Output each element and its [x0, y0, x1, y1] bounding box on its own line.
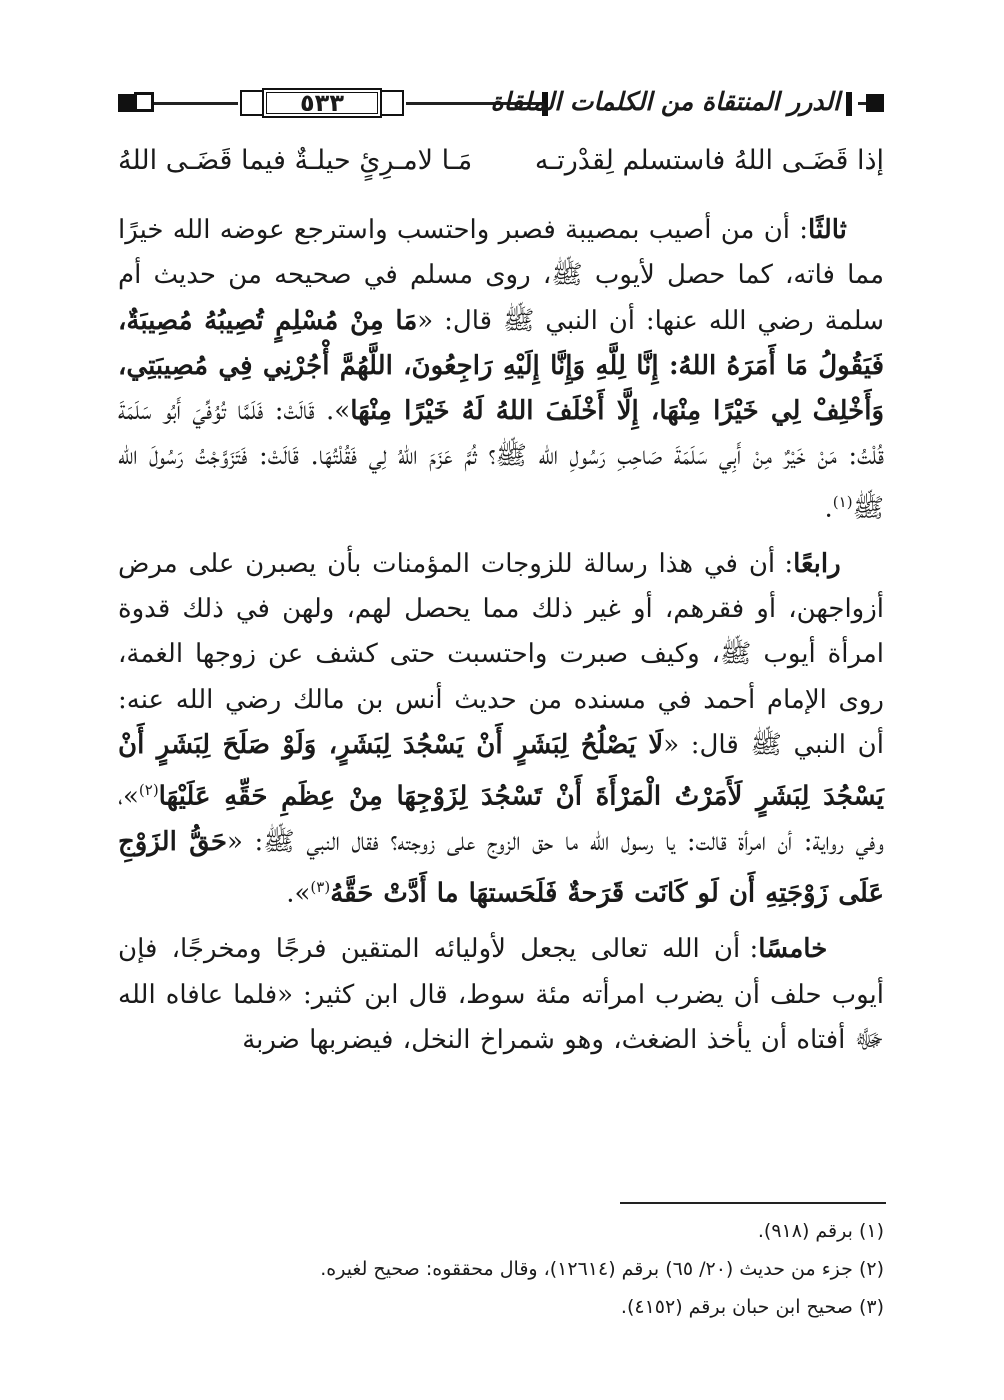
paragraph-lead: رابعًا — [793, 548, 841, 579]
book-title: الدرر المنتقاة من الكلمات الملقاة — [490, 87, 840, 116]
footnote-separator — [620, 1202, 886, 1204]
verse-second-hemistich: مَـا لامـرِئٍ حيلـةٌ فيما قَضَـى اللهُ — [118, 145, 473, 176]
paragraph-text: : أن في هذا رسالة للزوجات المؤمنات بأن يصبرن على مرض أزواجهن، أو فقرهم، أو غير ذلك مما يحصل لهم، ولهن في ذلك قدوة امرأة أيوب ﷺ، وكيف صبرت واحتسبت حتى كشف عن زوجها الغمة، روى الإمام أحمد في مسنده من حديث أنس بن مالك رضي الله عنه: أن النبي ﷺ قال: « — [118, 548, 885, 760]
verse-first-hemistich: إذا قَضَـى اللهُ فاستسلم لِقدْرتـه — [534, 145, 884, 176]
poetry-verse — [118, 134, 884, 188]
paragraph-fifth — [118, 927, 884, 1063]
paragraph-third — [118, 208, 884, 532]
footnote-ref[interactable]: (٣) — [310, 878, 331, 897]
paragraph-end: ». — [286, 879, 311, 910]
header-ornament-square-icon — [866, 94, 884, 112]
paragraph-text: ». قَالَتْ: فَلَمَّا تُوُفِّيَ أَبُو سَلَمَةَ قُلْتُ: مَنْ خَيْرٌ مِنْ أَبِي سَلَمَةَ صَاحِبِ رَسُولِ الله ﷺ؟ ثُمَّ عَزَمَ اللهُ لِي فَقُلْتُهَا. قَالَتْ: فَتَزَوَّجْتُ رَسُولَ الله ﷺ — [118, 396, 884, 524]
page-number-frame — [238, 84, 406, 122]
running-header — [118, 82, 884, 126]
paragraph-fourth — [118, 542, 884, 918]
hadith-quote: لَا يَصْلُحُ لِبَشَرٍ أَنْ يَسْجُدَ لِبَشَرٍ، وَلَوْ صَلَحَ لِبَشَرٍ أَنْ يَسْجُدَ لِبَشَرٍ لَأَمَرْتُ الْمَرْأَةَ أَنْ تَسْجُدَ لِزَوْجِهَا مِنْ عِظَمِ حَقِّهِ عَلَيْهَا — [118, 729, 884, 812]
header-bar — [846, 92, 852, 116]
paragraph-text: : أن الله تعالى يجعل لأوليائه المتقين فرجًا ومخرجًا، فإن أيوب حلف أن يضرب امرأته مئة سوط، قال ابن كثير: «فلما عافاه الله ﷻ أفتاه أن يأخذ الضغث، وهو شمراخ النخل، فيضربها ضربة — [118, 934, 884, 1056]
footnote-1: (١) برقم (٩١٨). — [757, 1220, 884, 1242]
footnote-ref[interactable]: (١) — [832, 492, 853, 511]
hadith-quote: مَا مِنْ مُسْلِمٍ تُصِيبُهُ مُصِيبَةٌ، فَيَقُولُ مَا أَمَرَهُ اللهُ: إِنَّا لِلَّهِ وَإِنَّا إِلَيْهِ رَاجِعُونَ، اللَّهُمَّ أْجُرْنِي فِي مُصِيبَتِي، وَأَخْلِفْ لِي خَيْرًا مِنْهَا، إِلَّا أَخْلَفَ اللهُ لَهُ خَيْرًا مِنْهَا — [118, 305, 885, 427]
paragraph-text: : أن من أصيب بمصيبة فصبر واحتسب واسترجع عوضه الله خيرًا مما فاته، كما حصل لأيوب ﷺ، روى مسلم في صحيحه من حديث أم سلمة رضي الله عنها: أن النبي ﷺ قال: « — [118, 215, 884, 336]
header-ornament-outline-icon — [134, 92, 154, 112]
paragraph-lead: خامسًا — [758, 934, 828, 965]
header-rule — [154, 102, 238, 105]
paragraph-text: »، وفي رواية: أن امرأة قالت: يا رسول الله ما حق الزوج على زوجته؟ فقال النبي ﷺ: « — [118, 781, 885, 858]
paragraph-end: . — [824, 493, 833, 524]
footnotes — [118, 1212, 884, 1326]
paragraph-lead: ثالثًا — [808, 215, 847, 245]
footnote-ref[interactable]: (٢) — [138, 781, 159, 800]
footnote-2: (٢) جزء من حديث (٢٠/ ٦٥) برقم (١٢٦١٤)، وقال محققوه: صحيح لغيره. — [320, 1258, 884, 1280]
body-text — [118, 208, 884, 1073]
hadith-quote: حَقُّ الزَوْجِ عَلَى زَوْجَتِهِ أَن لَو كَانَت قَرَحةٌ فَلَحَستهَا ما أَدَّتْ حَقَّهُ — [118, 827, 884, 910]
page-number: ٥٣٣ — [300, 89, 344, 117]
footnote-3: (٣) صحيح ابن حبان برقم (٤١٥٢). — [620, 1296, 884, 1318]
